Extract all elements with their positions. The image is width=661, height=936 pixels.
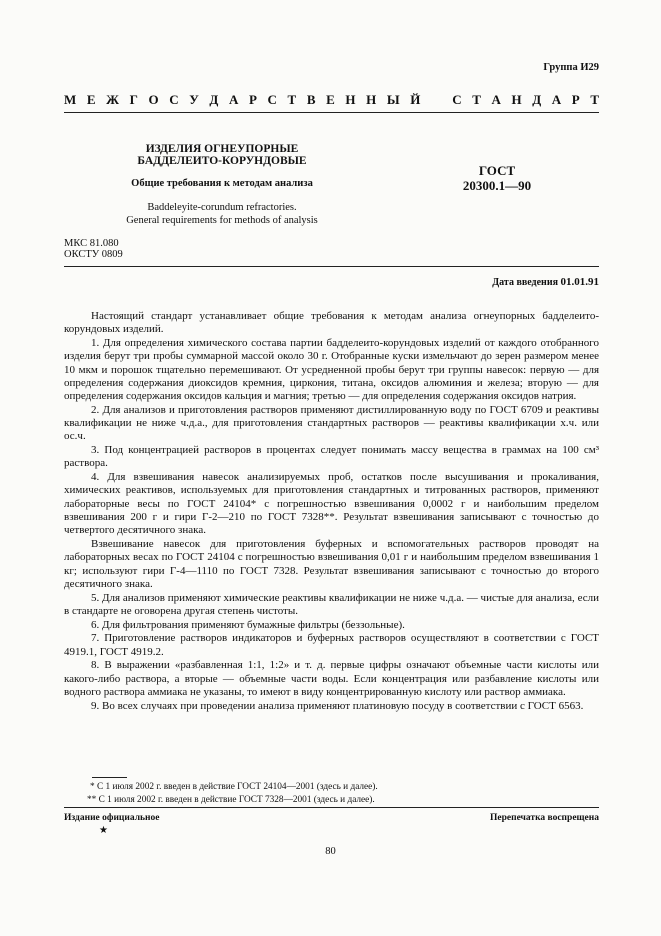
page-number: 80 [325, 846, 336, 857]
gost-label: ГОСТ [478, 163, 516, 178]
header-letter: С [452, 92, 462, 107]
date-value: 01.01.91 [560, 276, 599, 288]
gost-number [452, 163, 542, 193]
paragraph: 3. Под концентрацией растворов в процентах следует понимать массу вещества в граммах на 100 см³ раствора. [64, 444, 599, 470]
paragraph: 9. Во всех случаях при проведении анализа применяют платиновую посуду в соответствии с ГОСТ 6563. [91, 699, 584, 712]
header-letter: С [267, 92, 277, 107]
header-letter: Р [248, 92, 257, 107]
mks-code: МКС 81.080 [64, 238, 119, 249]
standard-header [64, 92, 599, 108]
paragraph: 8. В выражении «разбавленная 1:1, 1:2» и т. д. первые цифры означают объемные части кислоты или какого-либо раствора, а вторые — объемные части воды. Если концентрация или разбавление кислоты или водного раствора аммиака не указаны, то имеют в виду концентрированную кислоту или раствор аммиака. [64, 659, 599, 698]
gost-code: 20300.1—90 [462, 178, 532, 193]
header-letter: А [551, 92, 562, 107]
star-icon: ★ [99, 825, 108, 836]
header-letter: Т [287, 92, 297, 107]
date-label: Дата введения [492, 277, 558, 288]
paragraph: 2. Для анализов и приготовления растворов применяют дистиллированную воду по ГОСТ 6709 и реактивы квалификации не ниже ч.д.а., для приготовления стандартных растворов — реактивы квалификации х.ч. или ос.ч. [64, 403, 599, 443]
header-letter: В [306, 92, 316, 107]
english-title [100, 201, 344, 227]
header-letter: О [148, 92, 159, 107]
paragraph: 7. Приготовление растворов индикаторов и буферных растворов осуществляют в соответствии с ГОСТ 4919.1, ГОСТ 4919.2. [64, 632, 599, 658]
document-title [122, 143, 322, 167]
classification-codes [64, 238, 123, 260]
section-rule [64, 266, 599, 267]
document-subtitle: Общие требования к методам анализа [131, 178, 313, 189]
document-body [64, 310, 599, 713]
header-letter: Т [472, 92, 481, 107]
header-letter: Н [345, 92, 356, 107]
footer-rule [64, 807, 599, 808]
header-letter: Д [209, 92, 219, 107]
title-line-1: ИЗДЕЛИЯ ОГНЕУПОРНЫЕ [145, 143, 299, 155]
header-letter: Й [410, 92, 421, 107]
header-letter: Р [571, 92, 580, 107]
footnote-1: * С 1 июля 2002 г. введен в действие ГОСТ 24104—2001 (здесь и далее). [90, 782, 378, 792]
group-label: Группа И29 [543, 62, 599, 73]
header-letter: Н [366, 92, 377, 107]
header-letter: Е [326, 92, 335, 107]
official-edition-label: Издание официальное [64, 813, 160, 823]
english-title-line-2: General requirements for methods of analysis [126, 215, 318, 226]
paragraph: Настоящий стандарт устанавливает общие требования к методам анализа огнеупорных бадделеито-корундовых изделий. [64, 310, 599, 336]
reprint-prohibited-label: Перепечатка воспрещена [489, 813, 599, 823]
header-letter: Ы [386, 92, 400, 107]
english-title-line-1: Baddeleyite-corundum refractories. [147, 202, 297, 213]
paragraph: 5. Для анализов применяют химические реактивы квалификации не ниже ч.д.а. — чистые для анализа, если в стандарте не оговорена другая степень чистоты. [64, 591, 599, 617]
header-rule [64, 112, 599, 113]
header-letter: Н [511, 92, 522, 107]
paragraph: Взвешивание навесок для приготовления буферных и вспомогательных растворов проводят на лабораторных весах по ГОСТ 24104 с погрешностью взвешивания 0,01 г и наибольшим пределом взвешивания 1 кг; используют гири Г-4—1110 по ГОСТ 7328. Результат взвешивания записывают с точностью до второго десятичного знака. [64, 538, 599, 590]
paragraph: 4. Для взвешивания навесок анализируемых проб, остатков после высушивания и прокаливания, химических реактивов, используемых для приготовления стандартных и титрованных растворов, применяют лабораторные весы по ГОСТ 24104* с погрешностью взвешивания 0,0002 г и наибольшим пределом взвешивания 200 г и гири Г-2—210 по ГОСТ 7328**. Результат взвешивания записывают с точностью до четвертого десятичного знака. [64, 471, 599, 537]
header-letter: А [491, 92, 501, 107]
header-letter: Е [86, 92, 96, 107]
header-letter: М [64, 92, 77, 107]
title-line-2: БАДДЕЛЕИТО-КОРУНДОВЫЕ [137, 155, 307, 167]
footnote-2: ** С 1 июля 2002 г. введен в действие ГОСТ 7328—2001 (здесь и далее). [87, 794, 375, 805]
header-letter: Ж [106, 92, 120, 107]
header-letter: Г [129, 92, 138, 107]
header-letter: Д [532, 92, 542, 107]
effective-date [492, 276, 599, 288]
footnotes [64, 781, 564, 807]
header-letter: У [189, 92, 199, 107]
header-letter: А [228, 92, 239, 107]
paragraph: 6. Для фильтрования применяют бумажные фильтры (беззольные). [91, 618, 405, 631]
paragraph: 1. Для определения химического состава партии бадделеито-корундовых изделий от каждого отобранного изделия берут три пробы суммарной массой около 30 г. Отобранные куски измельчают до зерен размером менее 10 мкм и порошок тщательно перемешивают. От усредненной пробы берут три группы навесок: первую — для определения содержания диоксидов кремния, циркония, титана, оксидов алюминия и железа; вторую — для определения содержания оксидов кальция и магния; третью — для определения содержания оксидов натрия. [64, 336, 599, 403]
header-letter: Т [590, 92, 599, 107]
okstu-code: ОКСТУ 0809 [64, 249, 123, 260]
footnote-rule [92, 777, 127, 778]
header-letter: С [169, 92, 179, 107]
